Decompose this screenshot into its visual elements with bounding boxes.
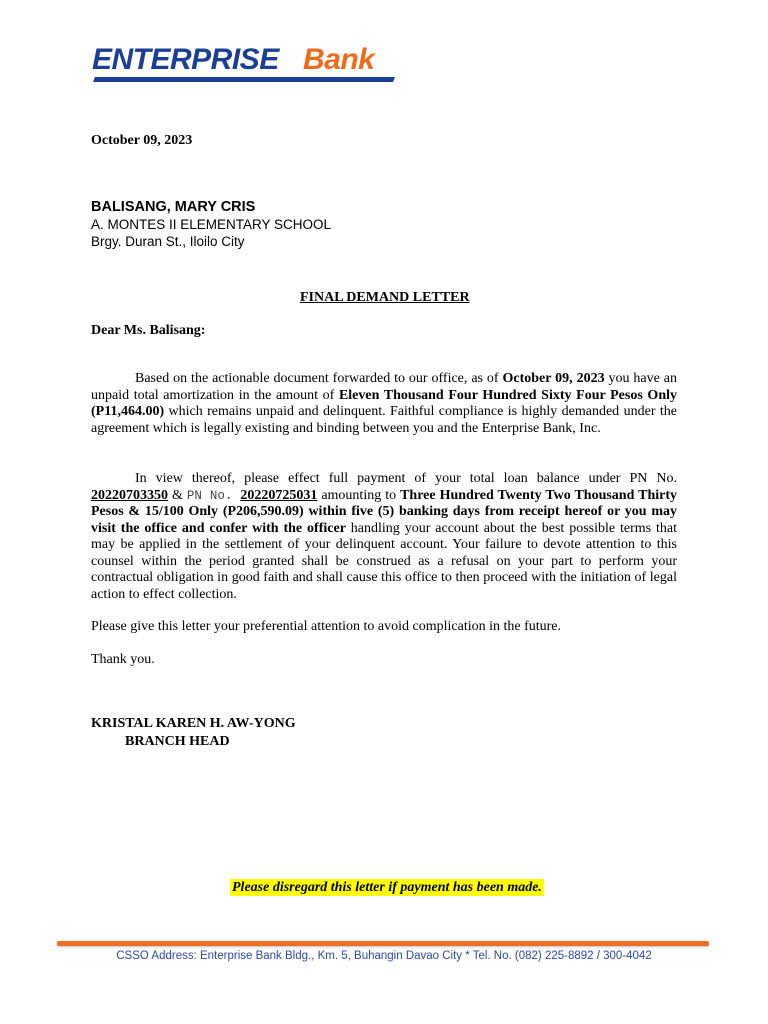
- recipient-line1: A. MONTES II ELEMENTARY SCHOOL: [91, 217, 332, 232]
- p1-text-2: you have an unpaid total amortization in the amount of: [91, 371, 677, 403]
- body-paragraph-3: Please give this letter your preferential attention to avoid complication in the future.: [91, 619, 562, 634]
- logo-brand-secondary: Bank: [303, 43, 375, 76]
- p1-text-3: which remains unpaid and delinquent. Faithful compliance is highly demanded under the agreement which is legally existing and binding between you and the Enterprise Bank, Inc.: [91, 404, 677, 436]
- footer-address: CSSO Address: Enterprise Bank Bldg., Km. 5, Buhangin Davao City * Tel. No. (082) 225-8892 / 300-4042: [116, 950, 652, 962]
- p2-text-2: amounting to: [317, 487, 401, 503]
- logo-brand-primary: ENTERPRISE: [92, 43, 279, 76]
- p2-text-1: In view thereof, please effect full payment of your total loan balance under PN No.: [135, 471, 677, 486]
- recipient-name: BALISANG, MARY CRIS: [91, 199, 256, 215]
- recipient-line2: Brgy. Duran St., Iloilo City: [91, 234, 245, 249]
- body-paragraph-2: [91, 471, 677, 603]
- footer-divider: [57, 941, 709, 946]
- letter-subject: FINAL DEMAND LETTER: [300, 290, 470, 305]
- p2-amount: Three Hundred Twenty Two Thousand Thirty Pesos & 15/100 Only (P206,590.09) within five (5) banking days from receipt hereof or you may visit the office and confer with the officer: [91, 487, 678, 536]
- p2-text-3: handling your account about the best possible terms that may be applied in the settlement of your delinquent account. Your failure to devote attention to this counsel within the period granted shall be construed as a refusal on your part to perform your contractual obligation in good faith and shall cause this office to then proceed with the initiation of legal action to effect collection.: [91, 520, 677, 602]
- p1-amount: Eleven Thousand Four Hundred Sixty Four Pesos Only (P11,464.00): [91, 387, 677, 419]
- letter-date: October 09, 2023: [91, 133, 193, 148]
- closing: Thank you.: [91, 652, 155, 667]
- pn-number-1: 20220703350: [91, 487, 168, 503]
- body-paragraph-1: [91, 371, 677, 437]
- p1-date: October 09, 2023: [502, 371, 605, 386]
- pn-label: PN No.: [186, 488, 241, 503]
- enterprise-bank-logo: [92, 44, 402, 86]
- logo-stripe: [93, 77, 395, 82]
- signatory-name: KRISTAL KAREN H. AW-YONG: [91, 716, 296, 731]
- p1-text-1: Based on the actionable document forwarded to our office, as of: [135, 371, 503, 386]
- p2-amp: &: [168, 487, 187, 503]
- salutation: Dear Ms. Balisang:: [91, 323, 206, 338]
- payment-note: Please disregard this letter if payment has been made.: [232, 880, 542, 895]
- pn-number-2: 20220725031: [240, 487, 318, 503]
- signatory-title: BRANCH HEAD: [125, 734, 230, 749]
